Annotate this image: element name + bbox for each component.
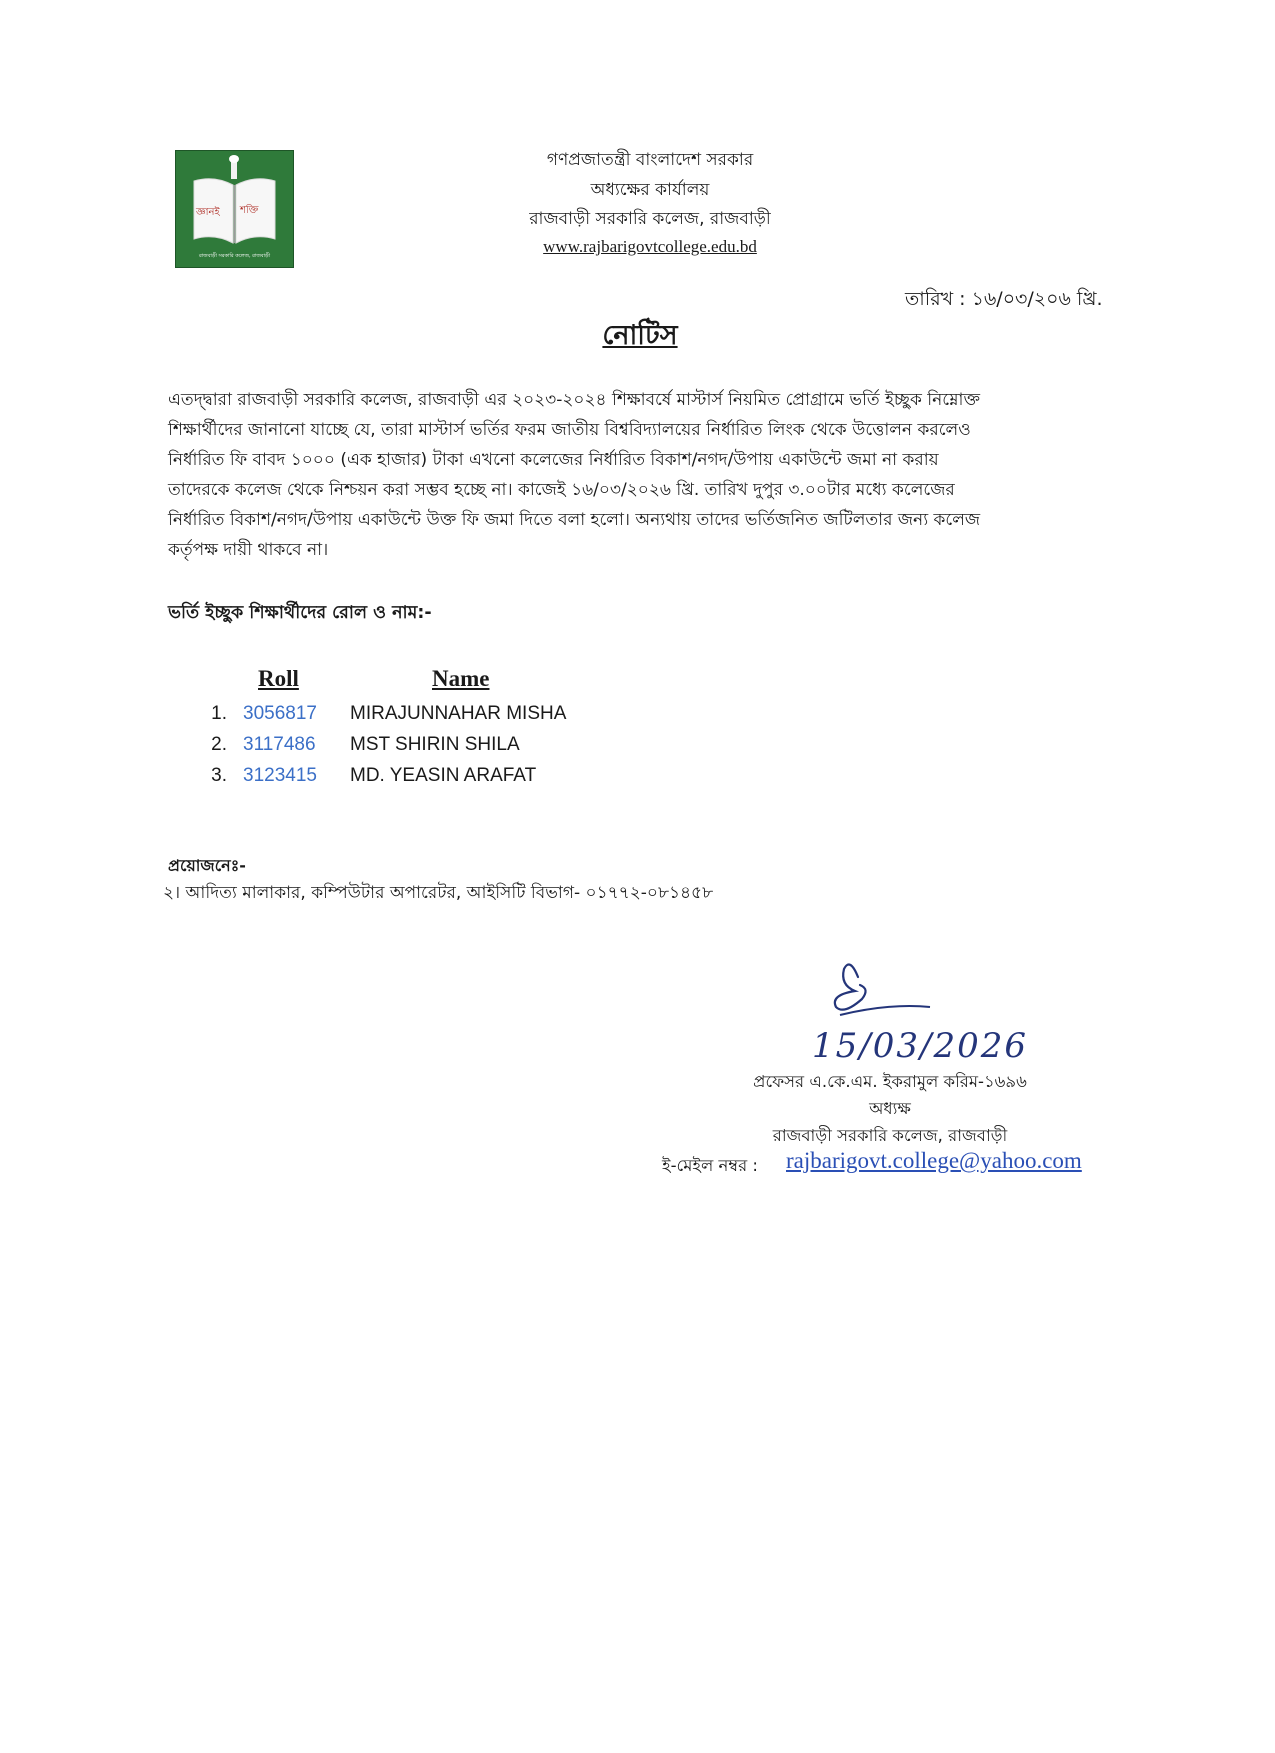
logo-text-left: জ্ঞানই [196,207,220,218]
principal-name: প্রফেসর এ.কে.এম. ইকরামুল করিম-১৬৯৬ [753,1072,1027,1091]
roll-column-header: Roll [258,666,299,691]
row-name: MST SHIRIN SHILA [350,734,520,755]
principal-college: রাজবাড়ী সরকারি কলেজ, রাজবাড়ী [772,1126,1008,1145]
email-link[interactable]: rajbarigovt.college@yahoo.com [786,1148,1082,1173]
notice-body [168,385,1112,565]
name-column-header: Name [432,666,490,691]
body-line: তাদেরকে কলেজ থেকে নিশ্চয়ন করা সম্ভব হচ্ছে না। কাজেই ১৬/০৩/২০২৬ খ্রি. তারিখ দুপুর ৩.০০টার মধ্যে কলেজের [168,480,955,500]
signature-date: 15/03/2026 [812,1026,1028,1066]
office-title: অধ্যক্ষের কার্যালয় [590,180,710,200]
body-line: কর্তৃপক্ষ দায়ী থাকবে না। [168,540,329,560]
row-number: 3. [211,765,227,786]
notice-date: তারিখ : ১৬/০৩/২০৬ খ্রি. [905,288,1103,310]
row-name: MD. YEASIN ARAFAT [350,765,537,786]
student-list-heading: ভর্তি ইচ্ছুক শিক্ষার্থীদের রোল ও নাম:- [168,603,432,623]
college-emblem-icon [175,150,294,268]
requirement-item: ২। আদিত্য মালাকার, কম্পিউটার অপারেটর, আইসিটি বিভাগ- ০১৭৭২-০৮১৪৫৮ [163,883,714,903]
body-line: নির্ধারিত বিকাশ/নগদ/উপায় একাউন্টে উক্ত ফি জমা দিতে বলা হলো। অন্যথায় তাদের ভর্তিজনিত জটিলতার জন্য কলেজ [168,510,981,530]
body-line: নির্ধারিত ফি বাবদ ১০০০ (এক হাজার) টাকা এখনো কলেজের নির্ধারিত বিকাশ/নগদ/উপায় একাউন্টে জমা না করায় [168,450,939,470]
row-roll: 3117486 [243,734,316,755]
requirement-heading: প্রয়োজনেঃ- [168,856,246,875]
row-roll: 3123415 [243,765,317,786]
notice-title: নোটিস [602,320,678,351]
body-line: এতদ্দ্বারা রাজবাড়ী সরকারি কলেজ, রাজবাড়ী এর ২০২৩-২০২৪ শিক্ষাবর্ষে মাস্টার্স নিয়মিত প্রোগ্রামে ভর্তি ইচ্ছুক নিম্নোক্ত [168,390,980,410]
logo-base-text: রাজবাড়ী সরকারি কলেজ, রাজবাড়ী [198,253,271,259]
college-title: রাজবাড়ী সরকারি কলেজ, রাজবাড়ী [529,209,771,229]
handwritten-signature [800,955,1060,1074]
website-link[interactable]: www.rajbarigovtcollege.edu.bd [543,237,757,256]
principal-designation: অধ্যক্ষ [869,1099,911,1118]
row-name: MIRAJUNNAHAR MISHA [350,703,567,724]
government-title: গণপ্রজাতন্ত্রী বাংলাদেশ সরকার [546,150,754,170]
row-roll: 3056817 [243,703,317,724]
row-number: 1. [211,703,227,724]
row-number: 2. [211,734,227,755]
body-line: শিক্ষার্থীদের জানানো যাচ্ছে যে, তারা মাস্টার্স ভর্তির ফরম জাতীয় বিশ্ববিদ্যালয়ের নির্ধারিত লিংক থেকে উত্তোলন করলেও [168,420,971,440]
logo-text-right: শক্তি [240,205,259,216]
email-label: ই-মেইল নম্বর : [662,1156,758,1175]
